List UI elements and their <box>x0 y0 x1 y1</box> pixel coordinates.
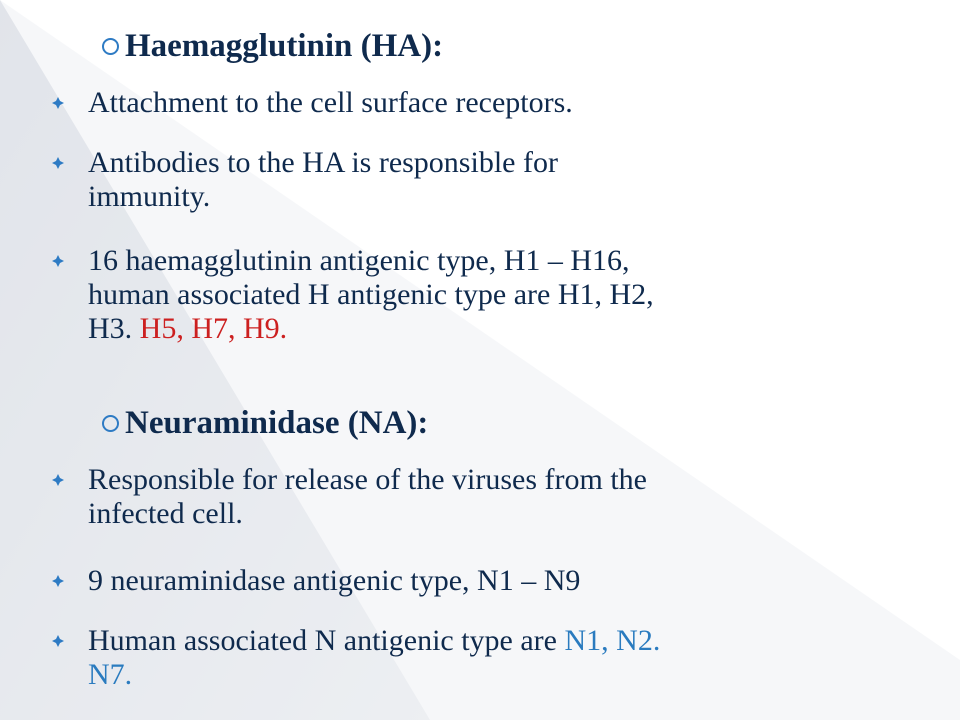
list-item <box>46 86 926 120</box>
heading-haemagglutinin <box>102 26 443 66</box>
list-item <box>46 564 926 598</box>
diamond-bullet-icon <box>52 97 64 109</box>
list-item <box>46 146 926 214</box>
heading-neuraminidase <box>102 403 428 443</box>
bullet-text: 16 haemagglutinin antigenic type, H1 – H16, <box>88 244 630 277</box>
diamond-bullet-icon <box>52 474 64 486</box>
heading-ha-text: Haemagglutinin (HA): <box>125 28 444 64</box>
list-item <box>46 624 926 692</box>
highlight-blue-text: N1, N2. <box>564 624 661 657</box>
bullet-text: 9 neuraminidase antigenic type, N1 – N9 <box>88 564 581 597</box>
list-item <box>46 244 926 346</box>
diamond-bullet-icon <box>52 635 64 647</box>
highlight-blue-text: N7. <box>88 658 133 691</box>
highlight-red-text: H5, H7, H9. <box>139 312 288 345</box>
list-item <box>46 463 926 531</box>
diamond-bullet-icon <box>52 255 64 267</box>
circle-outline-icon <box>102 38 119 55</box>
bullet-text: Attachment to the cell surface receptors. <box>88 86 573 119</box>
bullet-text: Human associated N antigenic type are <box>88 624 565 657</box>
bullet-text-line <box>88 624 928 658</box>
circle-outline-icon <box>102 415 119 432</box>
bullet-text: Responsible for release of the viruses from the <box>88 463 647 496</box>
bullet-text: human associated H antigenic type are H1, H2, <box>88 278 654 311</box>
bullet-text: Antibodies to the HA is responsible for <box>88 146 558 179</box>
bullet-text-line <box>88 312 928 346</box>
diamond-bullet-icon <box>52 575 64 587</box>
diamond-bullet-icon <box>52 157 64 169</box>
bullet-text: H3. <box>88 312 140 345</box>
bullet-text: immunity. <box>88 180 211 213</box>
heading-na-text: Neuraminidase (NA): <box>125 405 429 441</box>
bullet-text: infected cell. <box>88 497 243 530</box>
